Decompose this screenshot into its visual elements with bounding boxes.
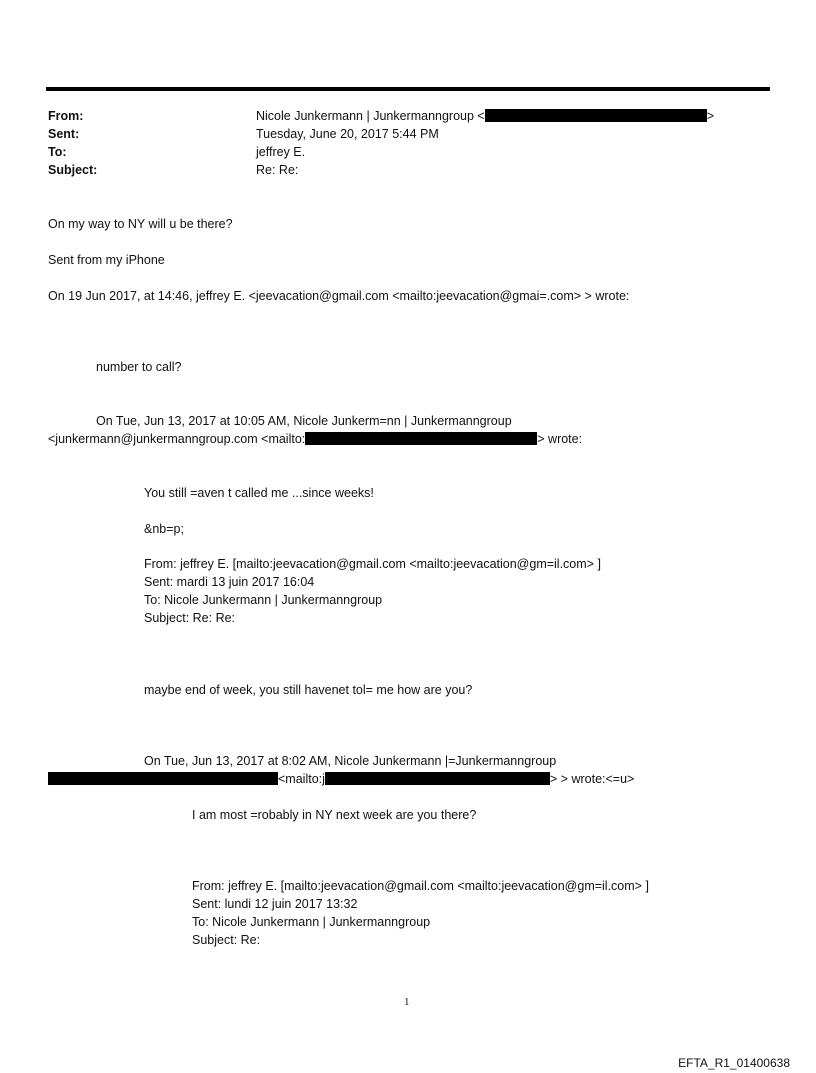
sent-label: Sent: [48,127,80,141]
body-text: > > wrote:<=u> [549,772,635,786]
body-line: Sent: lundi 12 juin 2017 13:32 [192,897,358,911]
redaction-box [48,772,278,785]
body-line [48,772,634,786]
body-line: To: Nicole Junkermann | Junkermanngroup [192,915,431,929]
body-line: From: jeffrey E. [mailto:jeevacation@gmail.com <mailto:jeevacation@gm=il.com> ] [144,557,601,571]
document-id: EFTA_R1_01400638 [678,1056,790,1070]
body-text: <junkermann@junkermanngroup.com <mailto: [48,432,306,446]
body-line: number to call? [96,360,182,374]
page-number: 1 [404,996,410,1008]
redaction-box [305,432,537,445]
body-line [48,432,582,446]
to-value: jeffrey E. [256,145,306,159]
subject-label: Subject: [48,163,98,177]
header-rule [46,87,770,91]
body-line: On Tue, Jun 13, 2017 at 10:05 AM, Nicole Junkerm=nn | Junkermanngroup [96,414,512,428]
from-value [256,109,714,123]
body-line: I am most =robably in NY next week are you there? [192,808,477,822]
from-label: From: [48,109,84,123]
body-line: From: jeffrey E. [mailto:jeevacation@gmail.com <mailto:jeevacation@gm=il.com> ] [192,879,649,893]
sent-value: Tuesday, June 20, 2017 5:44 PM [256,127,439,141]
body-line: Subject: Re: [192,933,261,947]
body-line: &nb=p; [144,522,184,536]
to-label: To: [48,145,67,159]
body-line: On my way to NY will u be there? [48,217,233,231]
body-line: Sent from my iPhone [48,253,165,267]
body-text: > wrote: [537,432,583,446]
body-line: On Tue, Jun 13, 2017 at 8:02 AM, Nicole Junkermann |=Junkermanngroup [144,754,557,768]
body-line: To: Nicole Junkermann | Junkermanngroup [144,593,383,607]
body-line: Subject: Re: Re: [144,611,236,625]
body-line: Sent: mardi 13 juin 2017 16:04 [144,575,315,589]
body-line: maybe end of week, you still havenet tol= me how are you? [144,683,473,697]
subject-value: Re: Re: [256,163,299,177]
body-line: On 19 Jun 2017, at 14:46, jeffrey E. <jeevacation@gmail.com <mailto:jeevacation@gmai=.com> > wrote: [48,289,630,303]
body-line: You still =aven t called me ...since weeks! [144,486,374,500]
redaction-box [485,109,707,122]
from-name: Nicole Junkermann | Junkermanngroup < [256,109,485,123]
body-text: <mailto:j [278,772,325,786]
redaction-box [325,772,550,785]
from-close: > [706,109,715,123]
